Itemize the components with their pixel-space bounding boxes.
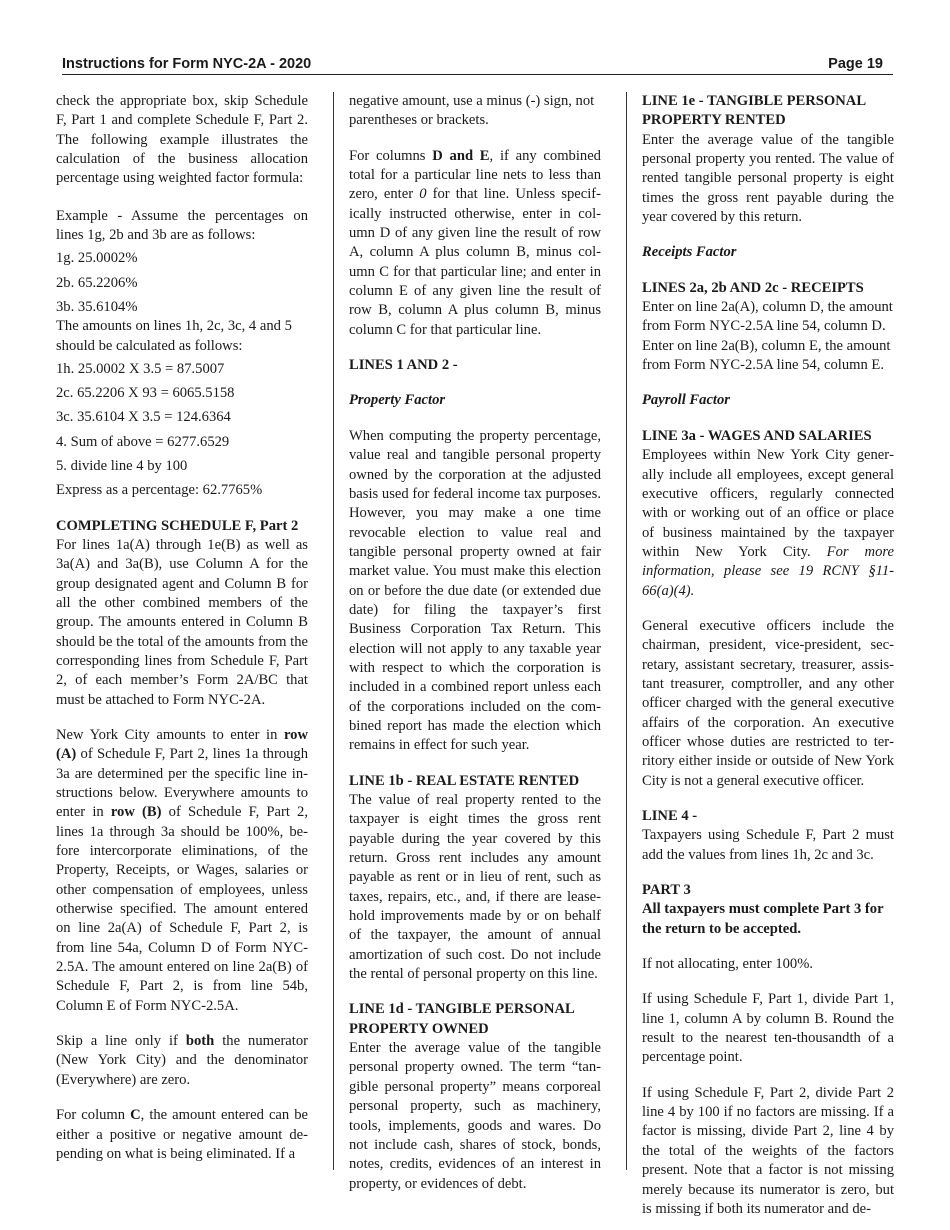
column-2: [349, 92, 601, 1194]
subsection-heading: Receipts Factor: [642, 244, 737, 261]
paragraph: Express as a percentage: 62.7765%: [56, 482, 263, 499]
paragraph: Employees within New York City generally include all employees, except general executive officers, regularly connected with or working out of an office or place of business maintained by the taxpayer within New York City. For more information, please see 19 RCNY §11- 66(a)(4).: [642, 447, 894, 599]
list-item: 2c. 65.2206 X 93 = 6065.5158: [56, 385, 235, 402]
list-item: 3c. 35.6104 X 3.5 = 124.6364: [56, 409, 231, 426]
paragraph: For lines 1a(A) through 1e(B) as well as 3a(A) and 3a(B), use Column A for the group designated agent and Column B for all the other combined members of the group. The amounts entered in Column B should be the total of the amounts from the corresponding lines from Schedule F, Part 2, of each member’s Form 2A/BC that must be attached to Form NYC-2A.: [56, 536, 308, 708]
subsection-heading: Property Factor: [349, 392, 446, 409]
paragraph: The amounts on lines 1h, 2c, 3c, 4 and 5 should be calculated as follows:: [56, 318, 292, 354]
paragraph: For columns D and E, if any combined total for a particular line nets to less than zero, enter 0 for that line. Unless specifically instructed otherwise, enter in column D of any given line the result of row A, column A plus column B, minus column C for that particular line; and enter in column E of any given line the result of row B, column A plus column B, minus column C for that particular line.: [349, 147, 601, 338]
column-1: [56, 92, 308, 1164]
paragraph: Enter on line 2a(A), column D, the amount from Form NYC-2.5A line 54, column D. Enter on line 2a(B), column E, the amount from Form NYC-2.5A line 54, column E.: [642, 299, 893, 374]
list-item: 1g. 25.0002%: [56, 250, 138, 267]
section-heading: LINES 1 AND 2 -: [349, 357, 458, 374]
paragraph: negative amount, use a minus (-) sign, not parentheses or brackets.: [349, 93, 595, 129]
document-title: Instructions for Form NYC-2A - 2020: [62, 56, 312, 72]
page-header: [62, 54, 893, 75]
paragraph: If using Schedule F, Part 2, divide Part 2 line 4 by 100 if no factors are missing. If a factor is missing, divide Part 2, line 4 by the total of the weights of the factors present. Note that a factor is not missing merely because its numerator is zero, but is missing if both its numerator and de-: [642, 1084, 894, 1217]
paragraph: Enter the average value of the tangible personal property you rented. The value of rented tangible personal property is eight times the gross rent payable during the year covered by this return.: [642, 131, 894, 226]
list-item: 4. Sum of above = 6277.6529: [56, 433, 230, 450]
paragraph: General executive officers include the chairman, president, vice-president, secretary, assistant secretary, treasurer, assistant treasurer, comptroller, and any other officer charged with the general executive affairs of the corporation. An executive officer whose duties are restricted to territory either inside or outside of New York City is not a general executive officer.: [642, 617, 894, 789]
section-heading: LINE 1d - TANGIBLE PERSONAL PROPERTY OWNED: [349, 1001, 574, 1037]
list-item: 1h. 25.0002 X 3.5 = 87.5007: [56, 360, 225, 377]
column-divider: [333, 92, 334, 1170]
list-item: 2b. 65.2206%: [56, 274, 138, 291]
paragraph: check the appropriate box, skip Schedule F, Part 1 and complete Schedule F, Part 2. The following example illustrates the calculation of the business allocation percentage using weighted factor formula:: [56, 93, 308, 187]
subsection-heading: Payroll Factor: [642, 392, 730, 409]
list-item: 5. divide line 4 by 100: [56, 457, 188, 474]
column-3: [642, 92, 894, 1219]
section-heading: LINES 2a, 2b AND 2c - RECEIPTS: [642, 279, 864, 296]
section-heading: LINE 1b - REAL ESTATE RENTED: [349, 772, 580, 789]
paragraph: If not allocating, enter 100%.: [642, 956, 814, 973]
notice-text: All taxpayers must complete Part 3 for the return to be accepted.: [642, 901, 884, 937]
paragraph: For column C, the amount entered can be either a positive or negative amount depending on what is being eliminated. If a: [56, 1107, 308, 1162]
paragraph: Skip a line only if both the numerator (New York City) and the denominator (Everywhere) are zero.: [56, 1033, 308, 1088]
calculation-list: [56, 360, 308, 476]
section-heading: COMPLETING SCHEDULE F, Part 2: [56, 517, 299, 534]
section-heading: LINE 3a - WAGES AND SALARIES: [642, 427, 872, 444]
section-heading: LINE 1e - TANGIBLE PERSONAL PROPERTY RENTED: [642, 93, 866, 129]
percentage-list: [56, 249, 308, 317]
paragraph: Taxpayers using Schedule F, Part 2 must add the values from lines 1h, 2c and 3c.: [642, 827, 894, 863]
column-divider: [626, 92, 627, 1170]
list-item: 3b. 35.6104%: [56, 298, 138, 315]
page-number: Page 19: [828, 56, 883, 72]
paragraph: The value of real property rented to the taxpayer is eight times the gross rent payable during the year covered by this return. Gross rent includes any amount payable as rent or in lieu of rent, such as taxes, repairs, etc., and, if there are leasehold improvements made by or on behalf of the taxpayer, the amount of annual amortization of such cost. Do not include the rental of personal property on this line.: [349, 792, 601, 983]
section-heading: LINE 4 -: [642, 808, 698, 824]
paragraph: New York City amounts to enter in row (A) of Schedule F, Part 2, lines 1a through 3a are determined per the specific line instructions below. Everywhere amounts to enter in row (B) of Schedule F, Part 2, lines 1a through 3a should be 100%, before intercorporate eliminations, of the Property, Receipts, or Wages, salaries or other compensation of employees, unless otherwise specified. The amount entered on line 2a(A) of Schedule F, Part 2, is from line 54a, Column D of Form NYC-2.5A. The amount entered on line 2a(B) of Schedule F, Part 2, is from line 54b, Column E of Form NYC-2.5A.: [56, 726, 308, 1014]
paragraph: When computing the property percentage, value real and tangible personal property owned by the corporation at the adjusted basis used for federal income tax purposes. However, you may make a one time revocable election to value real and tangible personal property owned at fair market value. You must make this election on or before the due date (or extended due date) for filing the taxpayer’s first Business Corporation Tax Return. This election will not apply to any taxable year with respect to which the corporation is included in a combined report unless each of the corporations included on the combined report has made the election which remains in effect for such year.: [349, 427, 601, 754]
paragraph: Enter the average value of the tangible personal property owned. The term “tangible personal property” means corporeal personal property, such as machinery, tools, implements, goods and wares. Do not include cash, shares of stock, bonds, notes, credits, evidences of an interest in property, or evidences of debt.: [349, 1040, 601, 1192]
paragraph: Example - Assume the percentages on lines 1g, 2b and 3b are as follows:: [56, 207, 308, 244]
section-heading: PART 3: [642, 882, 691, 899]
paragraph: If using Schedule F, Part 1, divide Part 1, line 1, column A by column B. Round the result to the nearest ten-thousandth of a percentage point.: [642, 991, 894, 1066]
